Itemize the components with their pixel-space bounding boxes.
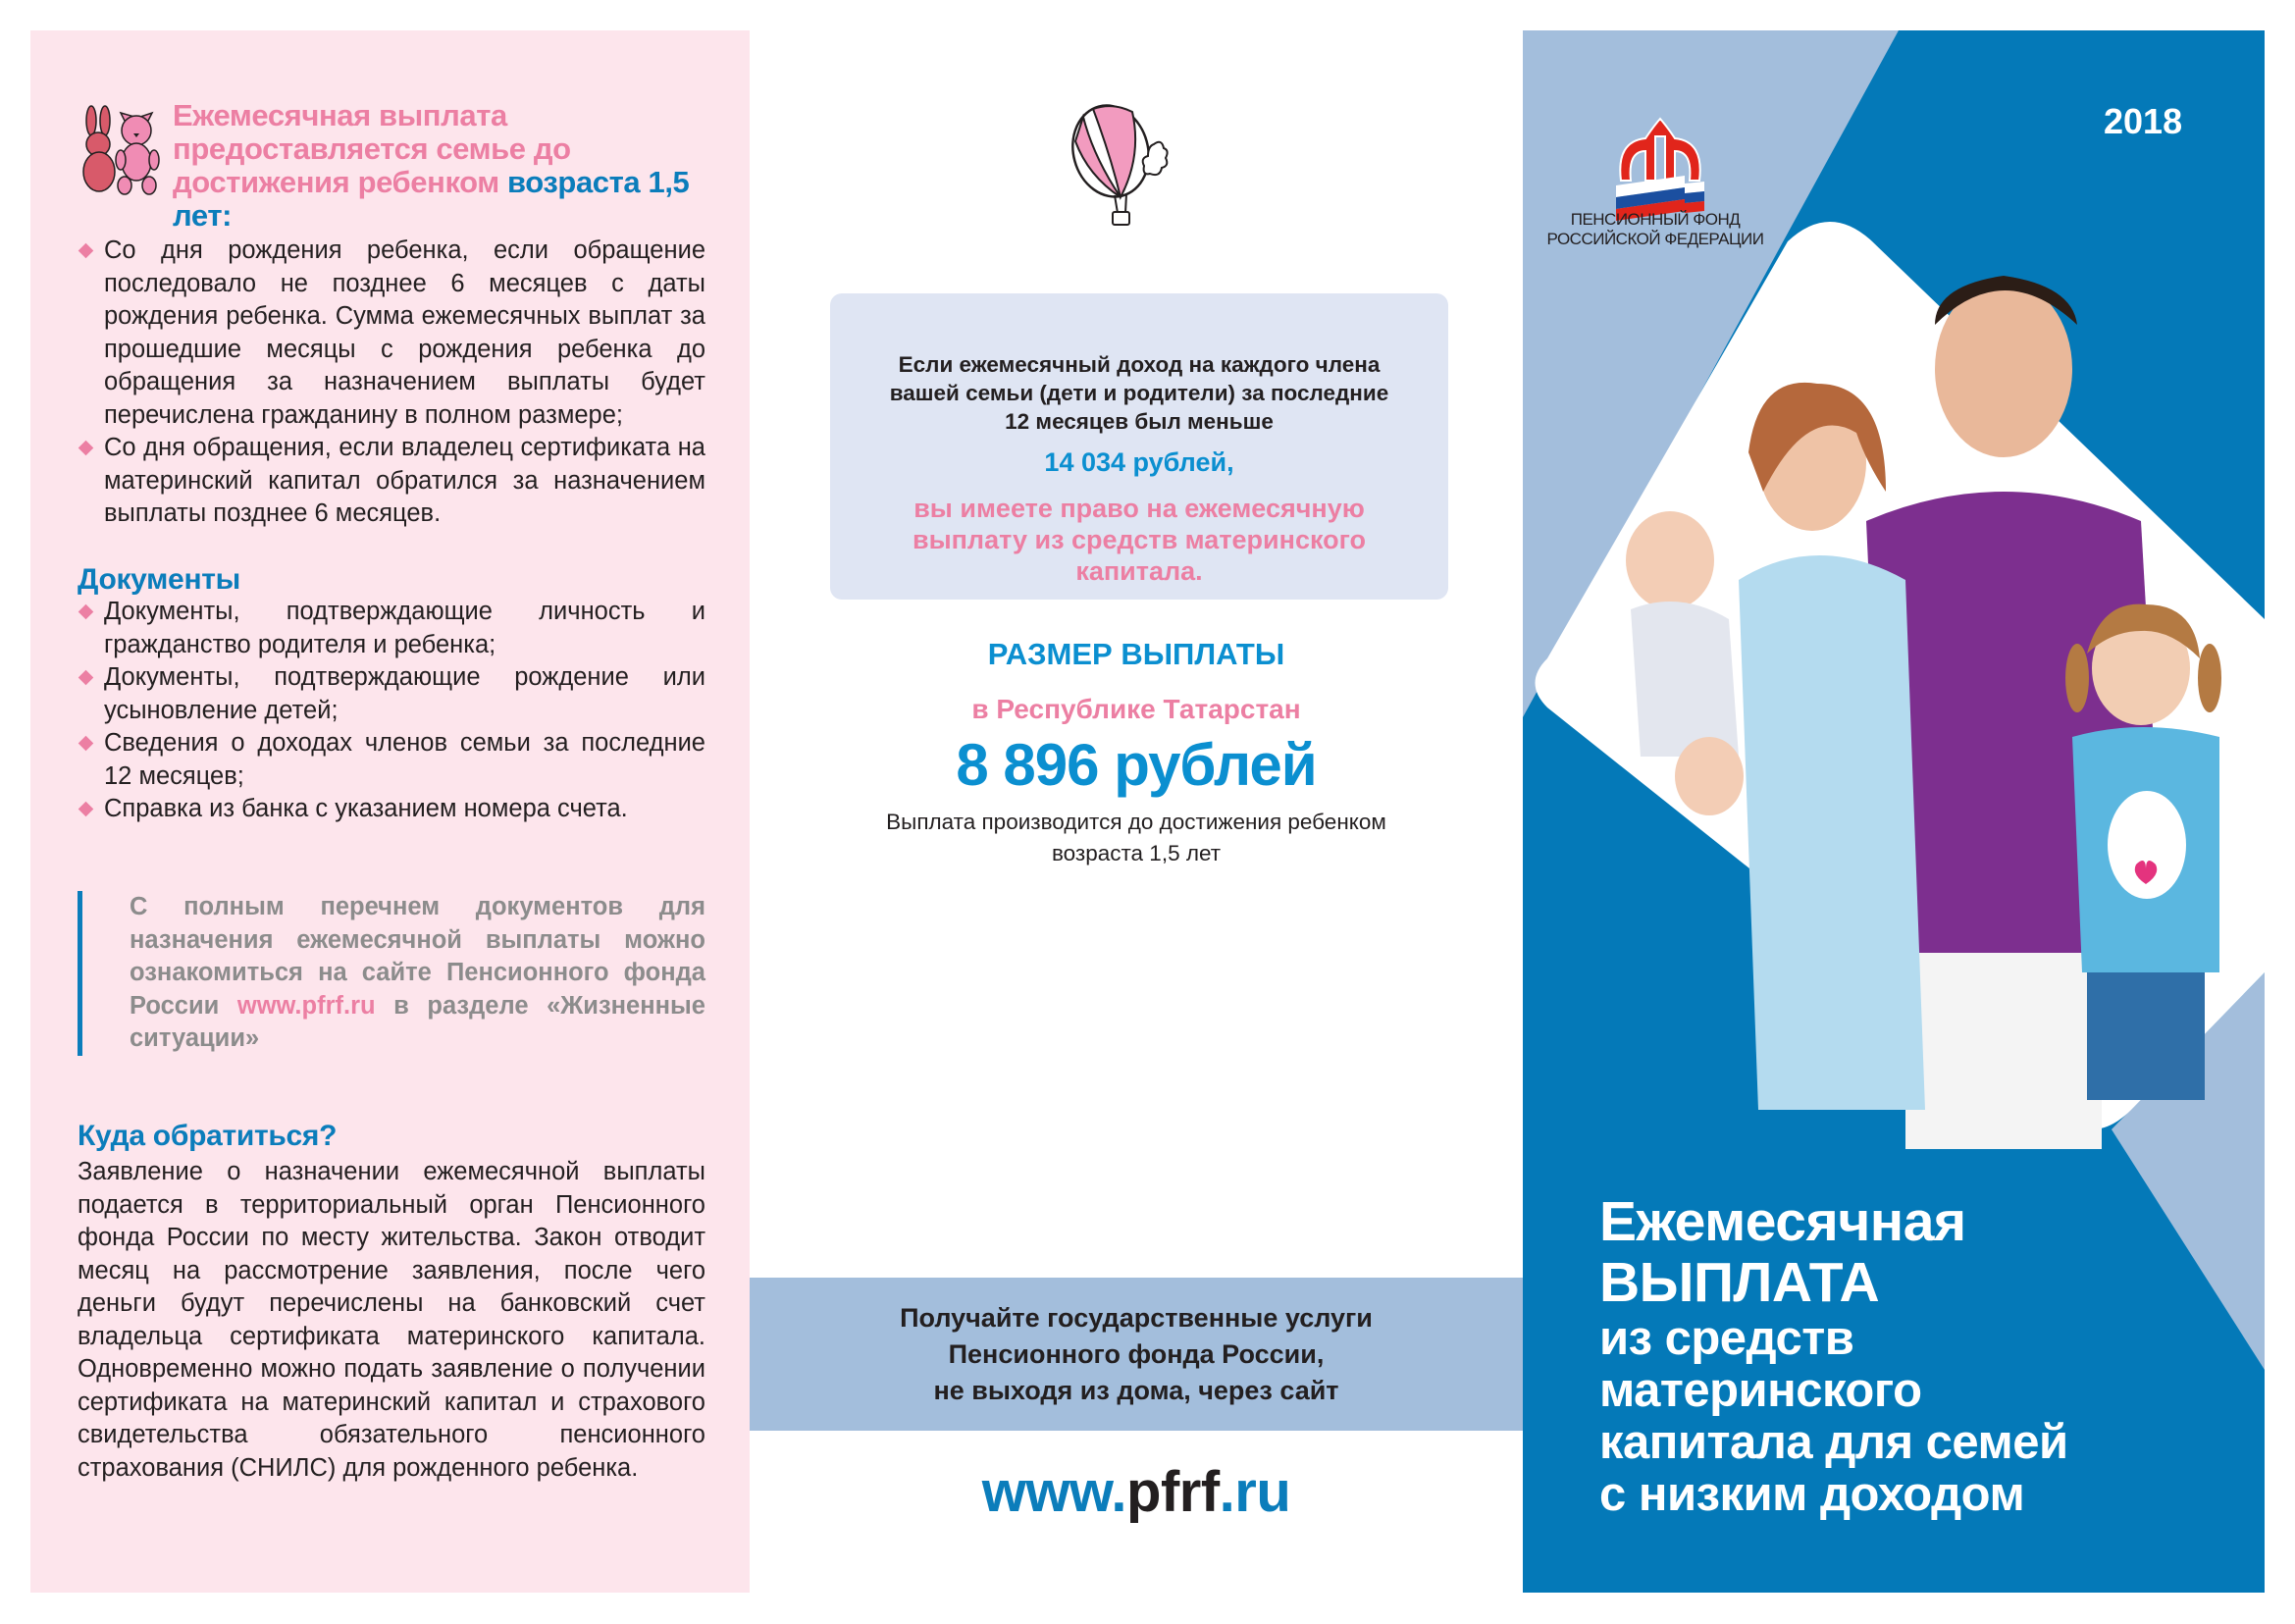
income-condition-box — [830, 293, 1448, 600]
list-item: Со дня обращения, если владелец сертификата на материнский капитал обратился за назначением выплаты позднее 6 месяцев. — [78, 432, 705, 531]
cover-title — [1599, 1191, 2208, 1521]
eligibility-line: капитала. — [1075, 556, 1203, 586]
pfrf-link[interactable]: www.pfrf.ru — [236, 991, 376, 1020]
year-label: 2018 — [2104, 101, 2183, 141]
age-highlight: возраста 1,5 лет: — [173, 165, 690, 233]
cover-title-line: капитала для семей — [1599, 1416, 2068, 1469]
payment-note-line: возраста 1,5 лет — [1051, 841, 1222, 865]
payment-note-line: Выплата производится до достижения ребенком — [886, 810, 1386, 834]
income-condition-line: вашей семьи (дети и родители) за последние — [889, 381, 1389, 405]
list-item: Со дня рождения ребенка, если обращение последовало не позднее 6 месяцев с даты рождения ребенка. Сумма ежемесячных выплат за прошедшие месяцы с рождения ребенка до обращения за назначением выплаты будет перечислена гражданину в полном размере; — [78, 235, 705, 432]
payment-size-block — [750, 637, 1523, 869]
payment-amount: 8 896 рублей — [956, 732, 1317, 798]
intro-block — [78, 99, 715, 233]
pfr-logo-caption: ПЕНСИОННЫЙ ФОНД РОССИЙСКОЙ ФЕДЕРАЦИИ — [1546, 210, 1764, 248]
hot-air-balloon-icon — [1064, 97, 1176, 235]
list-item: Документы, подтверждающие личность и гражданство родителя и ребенка; — [78, 596, 705, 661]
cover-title-line: с низким доходом — [1599, 1468, 2025, 1521]
cover-panel — [1523, 30, 2265, 1593]
income-condition-line: Если ежемесячный доход на каждого члена — [898, 352, 1381, 377]
eligibility-line: вы имеете право на ежемесячную — [913, 494, 1365, 523]
payment-size-title: РАЗМЕР ВЫПЛАТЫ — [987, 637, 1285, 671]
middle-panel — [750, 30, 1523, 1593]
where-to-apply-text: Заявление о назначении ежемесячной выплаты подается в территориальный орган Пенсионного фонда России по месту жительства. Закон отводит месяц на рассмотрение заявления, после чего деньги будут перечислены на банковский счет владельца сертификата материнского капитала. Одновременно можно подать заявление о получении сертификата на материнский капитал и страхового свидетельства обязательного пенсионного страхования (СНИЛС) для рожденного ребенка. — [78, 1158, 705, 1482]
income-condition-line: 12 месяцев был меньше — [1005, 409, 1274, 434]
banner-line: Получайте государственные услуги — [900, 1303, 1373, 1333]
website-link[interactable]: www.pfrf.ru — [981, 1460, 1291, 1524]
intro-heading: Ежемесячная выплата предоставляется семье до достижения ребенком возраста 1,5 лет: — [173, 98, 690, 233]
documents-title: Документы — [78, 563, 240, 596]
pfr-logo-icon — [1606, 117, 1714, 225]
list-item: Сведения о доходах членов семьи за последние 12 месяцев; — [78, 727, 705, 793]
list-item: Документы, подтверждающие рождение или усыновление детей; — [78, 661, 705, 727]
online-services-banner — [750, 1278, 1523, 1431]
cover-title-line: из средств — [1599, 1312, 1854, 1365]
toy-bunny-and-bear-icon — [78, 103, 161, 196]
family-photo — [1591, 266, 2265, 1149]
payment-start-list — [78, 235, 705, 531]
banner-line: Пенсионного фонда России, — [948, 1339, 1325, 1369]
where-to-apply-title: Куда обратиться? — [78, 1120, 338, 1152]
list-item: Справка из банка с указанием номера счета. — [78, 793, 705, 826]
documents-note: С полным перечнем документов для назначения ежемесячной выплаты можно ознакомиться на сайте Пенсионного фонда России www.pfrf.ru в разделе «Жизненные ситуации» — [78, 891, 705, 1056]
income-threshold: 14 034 рублей, — [1044, 447, 1234, 477]
payment-region: в Республике Татарстан — [971, 694, 1301, 724]
left-panel — [30, 30, 750, 1593]
banner-line: не выходя из дома, через сайт — [933, 1376, 1339, 1405]
cover-title-line: ВЫПЛАТА — [1599, 1251, 1880, 1314]
cover-title-line: Ежемесячная — [1599, 1190, 1966, 1253]
eligibility-line: выплату из средств материнского — [912, 525, 1367, 554]
documents-list — [78, 596, 705, 826]
cover-title-line: материнского — [1599, 1364, 1922, 1417]
